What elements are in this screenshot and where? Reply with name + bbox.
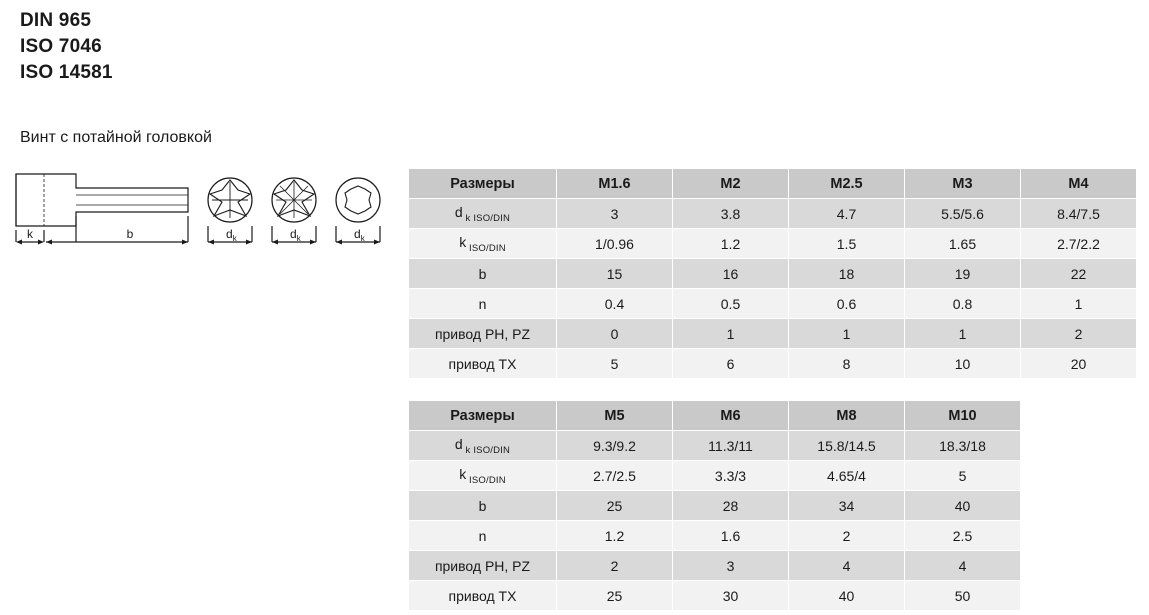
row-label-cell — [409, 581, 557, 611]
table-cell-value: 22 — [1021, 259, 1137, 289]
dim-label-dk-2: $d_k$ — [290, 227, 301, 243]
table-cell-value: 1.5 — [789, 229, 905, 259]
table-cell-value: 8 — [789, 349, 905, 379]
row-label-text: k — [459, 233, 467, 250]
row-label-text: привод TX — [448, 587, 517, 604]
table-cell-value: 2.5 — [905, 521, 1021, 551]
table-cell-value: 5.5/5.6 — [905, 199, 1021, 229]
header-cell-size: M8 — [789, 401, 905, 431]
row-label-text: n — [478, 295, 487, 312]
table-row — [409, 229, 1137, 259]
table-cell-value: 2 — [1021, 319, 1137, 349]
header-cell-size: M1.6 — [557, 169, 673, 199]
dim-label-dk-3: $d_k$ — [354, 227, 365, 243]
table-cell-value: 2.7/2.2 — [1021, 229, 1137, 259]
page-subtitle: Винт с потайной головкой — [20, 129, 212, 146]
row-label-cell — [409, 319, 557, 349]
dimensions-table-metric-small — [408, 168, 1137, 379]
row-label-cell — [409, 199, 557, 229]
table-cell-value: 8.4/7.5 — [1021, 199, 1137, 229]
table-cell-value: 1 — [789, 319, 905, 349]
row-label-text: d — [454, 203, 463, 220]
header-cell-size: M4 — [1021, 169, 1137, 199]
table-cell-value: 16 — [673, 259, 789, 289]
table-cell-value: 0.8 — [905, 289, 1021, 319]
row-label-text: b — [478, 265, 487, 282]
row-label-cell — [409, 229, 557, 259]
row-label-subscript: k ISO/DIN — [462, 212, 511, 224]
table-cell-value: 1 — [673, 319, 789, 349]
table-row — [409, 319, 1137, 349]
table-cell-value: 4.65/4 — [789, 461, 905, 491]
table-cell-value: 30 — [673, 581, 789, 611]
table-row — [409, 521, 1021, 551]
table-cell-value: 34 — [789, 491, 905, 521]
header-cell-dimensions: Размеры — [409, 401, 557, 431]
standard-din-965: DIN 965 — [20, 10, 92, 31]
table-cell-value: 4 — [789, 551, 905, 581]
table-cell-value: 6 — [673, 349, 789, 379]
table-cell-value: 1.6 — [673, 521, 789, 551]
row-label-text: k — [459, 465, 467, 482]
table-header-row — [409, 169, 1137, 199]
row-label-subscript: ISO/DIN — [466, 242, 506, 254]
table-cell-value: 20 — [1021, 349, 1137, 379]
row-label-text: привод PH, PZ — [434, 557, 531, 574]
table-cell-value: 40 — [789, 581, 905, 611]
row-label-cell — [409, 289, 557, 319]
row-label-text: n — [478, 527, 487, 544]
table-cell-value: 40 — [905, 491, 1021, 521]
table-row — [409, 431, 1021, 461]
header-cell-size: M10 — [905, 401, 1021, 431]
header-cell-size: M2.5 — [789, 169, 905, 199]
row-label-subscript: k ISO/DIN — [462, 444, 511, 456]
table-cell-value: 4.7 — [789, 199, 905, 229]
table-cell-value: 2 — [789, 521, 905, 551]
row-label-cell — [409, 551, 557, 581]
table-cell-value: 1.2 — [557, 521, 673, 551]
pozidriv-head-icon — [272, 178, 316, 222]
table-cell-value: 3 — [557, 199, 673, 229]
table-header-row — [409, 401, 1021, 431]
row-label-cell — [409, 259, 557, 289]
table-cell-value: 3.3/3 — [673, 461, 789, 491]
table-cell-value: 19 — [905, 259, 1021, 289]
table-cell-value: 18 — [789, 259, 905, 289]
header-cell-dimensions: Размеры — [409, 169, 557, 199]
header-cell-size: M2 — [673, 169, 789, 199]
row-label-cell — [409, 521, 557, 551]
table-row — [409, 259, 1137, 289]
table-cell-value: 28 — [673, 491, 789, 521]
table-cell-value: 1.2 — [673, 229, 789, 259]
table-cell-value: 15.8/14.5 — [789, 431, 905, 461]
table-cell-value: 25 — [557, 491, 673, 521]
dim-label-b: b — [126, 227, 134, 241]
table-cell-value: 5 — [905, 461, 1021, 491]
dimensions-table-metric-large — [408, 400, 1021, 611]
table-cell-value: 0.5 — [673, 289, 789, 319]
table-cell-value: 10 — [905, 349, 1021, 379]
table-cell-value: 3 — [673, 551, 789, 581]
screw-side-view — [16, 174, 188, 226]
table-row — [409, 581, 1021, 611]
table-cell-value: 11.3/11 — [673, 431, 789, 461]
table-row — [409, 199, 1137, 229]
table-cell-value: 3.8 — [673, 199, 789, 229]
row-label-text: привод PH, PZ — [434, 325, 531, 342]
row-label-cell — [409, 431, 557, 461]
table-cell-value: 0 — [557, 319, 673, 349]
table-cell-value: 4 — [905, 551, 1021, 581]
header-cell-size: M3 — [905, 169, 1021, 199]
table-row — [409, 461, 1021, 491]
table-cell-value: 15 — [557, 259, 673, 289]
table-cell-value: 1/0.96 — [557, 229, 673, 259]
row-label-text: b — [478, 497, 487, 514]
row-label-cell — [409, 491, 557, 521]
table-cell-value: 2 — [557, 551, 673, 581]
header-cell-size: M6 — [673, 401, 789, 431]
row-label-cell — [409, 349, 557, 379]
standard-iso-14581: ISO 14581 — [20, 62, 113, 83]
row-label-cell — [409, 461, 557, 491]
standards-list — [20, 8, 113, 86]
row-label-text: привод TX — [448, 355, 517, 372]
table-cell-value: 1 — [1021, 289, 1137, 319]
table-row — [409, 349, 1137, 379]
table-cell-value: 25 — [557, 581, 673, 611]
table-cell-value: 50 — [905, 581, 1021, 611]
table-row — [409, 289, 1137, 319]
phillips-head-icon — [208, 178, 252, 222]
table-cell-value: 1.65 — [905, 229, 1021, 259]
table-cell-value: 2.7/2.5 — [557, 461, 673, 491]
table-row — [409, 551, 1021, 581]
row-label-subscript: ISO/DIN — [466, 474, 506, 486]
table-cell-value: 0.6 — [789, 289, 905, 319]
table-row — [409, 491, 1021, 521]
table-cell-value: 5 — [557, 349, 673, 379]
table-cell-value: 18.3/18 — [905, 431, 1021, 461]
header-cell-size: M5 — [557, 401, 673, 431]
row-label-text: d — [454, 435, 463, 452]
standard-iso-7046: ISO 7046 — [20, 36, 102, 57]
table-2-body — [409, 401, 1021, 611]
table-cell-value: 1 — [905, 319, 1021, 349]
table-cell-value: 0.4 — [557, 289, 673, 319]
torx-head-icon — [336, 178, 380, 222]
dim-label-k: k — [27, 227, 33, 241]
technical-drawing — [8, 168, 398, 268]
dim-label-dk-1: $d_k$ — [226, 227, 237, 243]
table-1-body — [409, 169, 1137, 379]
table-cell-value: 9.3/9.2 — [557, 431, 673, 461]
